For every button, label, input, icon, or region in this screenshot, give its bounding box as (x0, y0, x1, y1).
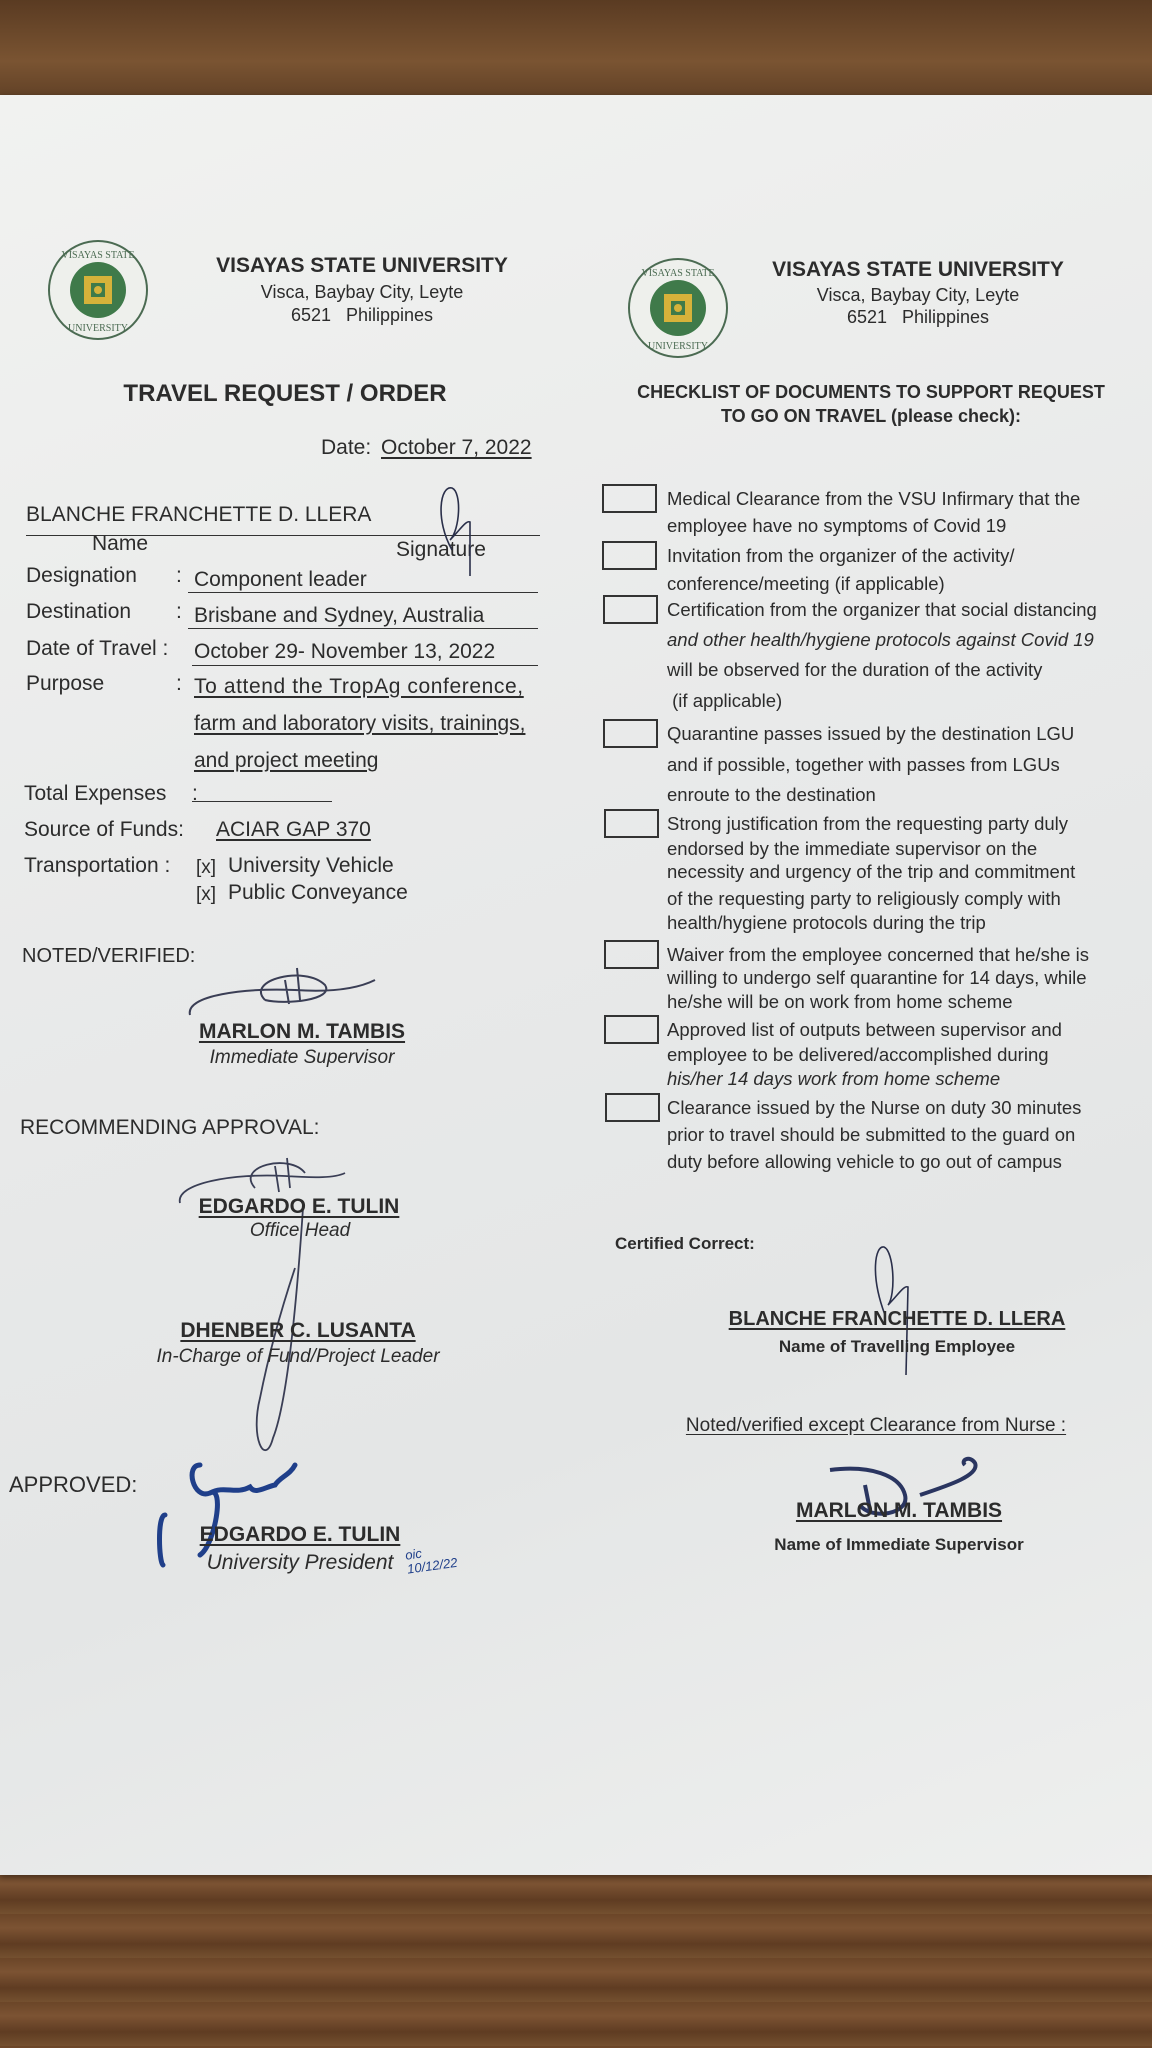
checklist-item-text: willing to undergo self quarantine for 14 days, while (667, 967, 1087, 988)
office-head-name: EDGARDO E. TULIN (198, 1195, 400, 1218)
checklist-checkbox[interactable] (602, 484, 657, 513)
colon: : (176, 564, 182, 587)
immediate-supervisor-caption: Name of Immediate Supervisor (774, 1535, 1024, 1554)
total-expenses-label: Total Expenses (24, 782, 167, 805)
checklist-checkbox[interactable] (603, 595, 658, 624)
date-value[interactable]: October 7, 2022 (381, 436, 532, 459)
checklist-item-text: Strong justification from the requesting party duly (667, 813, 1069, 834)
transport-checkbox-public-conveyance[interactable]: [x] (196, 884, 217, 905)
checklist-checkbox[interactable] (604, 940, 659, 969)
checklist-item-text: (if applicable) (667, 690, 783, 711)
university-address-postal: 6521 Philippines (290, 305, 434, 325)
handwritten-initial-note: oic 10/12/22 (404, 1545, 459, 1577)
date-label: Date: (321, 436, 372, 459)
checklist-item-text: will be observed for the duration of the activity (667, 659, 1043, 680)
president-title: University President (206, 1551, 394, 1574)
date-of-travel-label: Date of Travel : (26, 637, 169, 660)
checklist-checkbox[interactable] (604, 1015, 659, 1044)
checklist-item-text: Certification from the organizer that social distancing (667, 599, 1097, 620)
recommending-approval-label: RECOMMENDING APPROVAL: (20, 1116, 320, 1139)
noted-verified-label: NOTED/VERIFIED: (22, 945, 196, 967)
project-leader-name: DHENBER C. LUSANTA (180, 1319, 416, 1342)
university-address-postal: 6521 Philippines (846, 307, 990, 327)
checklist-item-text: Quarantine passes issued by the destination LGU (667, 723, 1075, 744)
checklist-checkbox[interactable] (604, 809, 659, 838)
designation-underline (188, 592, 538, 593)
approved-label: APPROVED: (9, 1472, 138, 1497)
checklist-title: CHECKLIST OF DOCUMENTS TO SUPPORT REQUEST (637, 382, 1105, 402)
transport-option-label: Public Conveyance (228, 881, 408, 904)
designation-label: Designation (26, 564, 137, 587)
colon: : (176, 600, 182, 623)
checklist-item-text: prior to travel should be submitted to the guard on (667, 1124, 1076, 1145)
president-name: EDGARDO E. TULIN (199, 1523, 401, 1546)
project-leader-title: In-Charge of Fund/Project Leader (156, 1346, 440, 1367)
checklist-item-text: Medical Clearance from the VSU Infirmary that the (667, 488, 1081, 509)
date-of-travel-value[interactable]: October 29- November 13, 2022 (194, 640, 496, 663)
checklist-item-text: enroute to the destination (667, 784, 876, 805)
destination-label: Destination (26, 600, 132, 623)
designation-value[interactable]: Component leader (194, 568, 367, 591)
checklist-item-text: Invitation from the organizer of the activity/ (667, 545, 1015, 566)
signature-label: Signature (396, 538, 486, 561)
certified-correct-label: Certified Correct: (615, 1234, 755, 1253)
checklist-item-text: conference/meeting (if applicable) (667, 573, 945, 594)
supervisor-signature (185, 960, 375, 1020)
immediate-supervisor-name: MARLON M. TAMBIS (795, 1499, 1003, 1522)
signature-mark (430, 480, 490, 580)
svg-text:VISAYAS STATE: VISAYAS STATE (61, 250, 135, 261)
noted-except-label: Noted/verified except Clearance from Nurse : (685, 1415, 1067, 1436)
checklist-title-line2: TO GO ON TRAVEL (please check): (720, 406, 1022, 426)
office-head-title: Office Head (249, 1220, 351, 1241)
source-of-funds-value[interactable]: ACIAR GAP 370 (216, 818, 371, 841)
name-value[interactable]: BLANCHE FRANCHETTE D. LLERA (26, 503, 372, 526)
checklist-item-text: Approved list of outputs between supervisor and (667, 1019, 1062, 1040)
colon: : (176, 672, 182, 695)
purpose-label: Purpose (26, 672, 105, 695)
checklist-item-text: Waiver from the employee concerned that he/she is (667, 944, 1089, 965)
university-address: Visca, Baybay City, Leyte (260, 282, 464, 302)
checklist-item-text: he/she will be on work from home scheme (667, 991, 1013, 1012)
checklist-item-text: of the requesting party to religiously comply with (667, 888, 1061, 909)
wooden-table (0, 1870, 1152, 2048)
checklist-item-text: necessity and urgency of the trip and commitment (667, 861, 1076, 882)
president-signature (155, 1455, 315, 1565)
university-name: VISAYAS STATE UNIVERSITY (772, 258, 1064, 281)
checklist-item-text: and if possible, together with passes from LGUs (667, 754, 1060, 775)
checklist-item-text: his/her 14 days work from home scheme (667, 1068, 1001, 1089)
noted-supervisor-title: Immediate Supervisor (209, 1047, 395, 1068)
colon: : (192, 782, 198, 805)
travelling-employee-name: BLANCHE FRANCHETTE D. LLERA (728, 1308, 1066, 1330)
checklist-checkbox[interactable] (603, 719, 658, 748)
purpose-line[interactable]: and project meeting (194, 749, 379, 772)
university-seal-logo (46, 238, 150, 342)
checklist-item-text: health/hygiene protocols during the trip (667, 912, 986, 933)
checklist-item-text: Clearance issued by the Nurse on duty 30 minutes (667, 1097, 1082, 1118)
date-of-travel-underline (192, 665, 538, 666)
checklist-item-text: and other health/hygiene protocols against Covid 19 (667, 629, 1094, 650)
svg-text:UNIVERSITY: UNIVERSITY (648, 341, 708, 352)
checklist-item-text: employee have no symptoms of Covid 19 (667, 515, 1007, 536)
svg-text:UNIVERSITY: UNIVERSITY (68, 323, 128, 334)
name-label: Name (92, 532, 149, 555)
travelling-employee-caption: Name of Travelling Employee (778, 1337, 1016, 1356)
university-seal-logo (626, 256, 730, 360)
destination-value[interactable]: Brisbane and Sydney, Australia (194, 604, 485, 627)
noted-supervisor-name: MARLON M. TAMBIS (198, 1020, 406, 1043)
checklist-item-text: endorsed by the immediate supervisor on the (667, 838, 1038, 859)
source-of-funds-label: Source of Funds: (24, 818, 184, 841)
svg-text:VISAYAS STATE: VISAYAS STATE (641, 268, 715, 279)
total-expenses-underline (192, 801, 332, 802)
checklist-item-text: duty before allowing vehicle to go out of campus (667, 1151, 1062, 1172)
destination-underline (188, 628, 538, 629)
purpose-line[interactable]: farm and laboratory visits, trainings, (194, 712, 526, 735)
university-address: Visca, Baybay City, Leyte (816, 285, 1020, 305)
checklist-item-text: employee to be delivered/accomplished during (667, 1044, 1049, 1065)
university-name: VISAYAS STATE UNIVERSITY (216, 254, 508, 277)
checklist-checkbox[interactable] (605, 1093, 660, 1122)
transportation-label: Transportation : (24, 854, 171, 877)
checklist-checkbox[interactable] (602, 541, 657, 570)
transport-checkbox-university-vehicle[interactable]: [x] (196, 857, 217, 878)
transport-option-label: University Vehicle (228, 854, 394, 877)
form-title: TRAVEL REQUEST / ORDER (123, 380, 447, 407)
purpose-line[interactable]: To attend the TropAg conference, (194, 675, 524, 698)
